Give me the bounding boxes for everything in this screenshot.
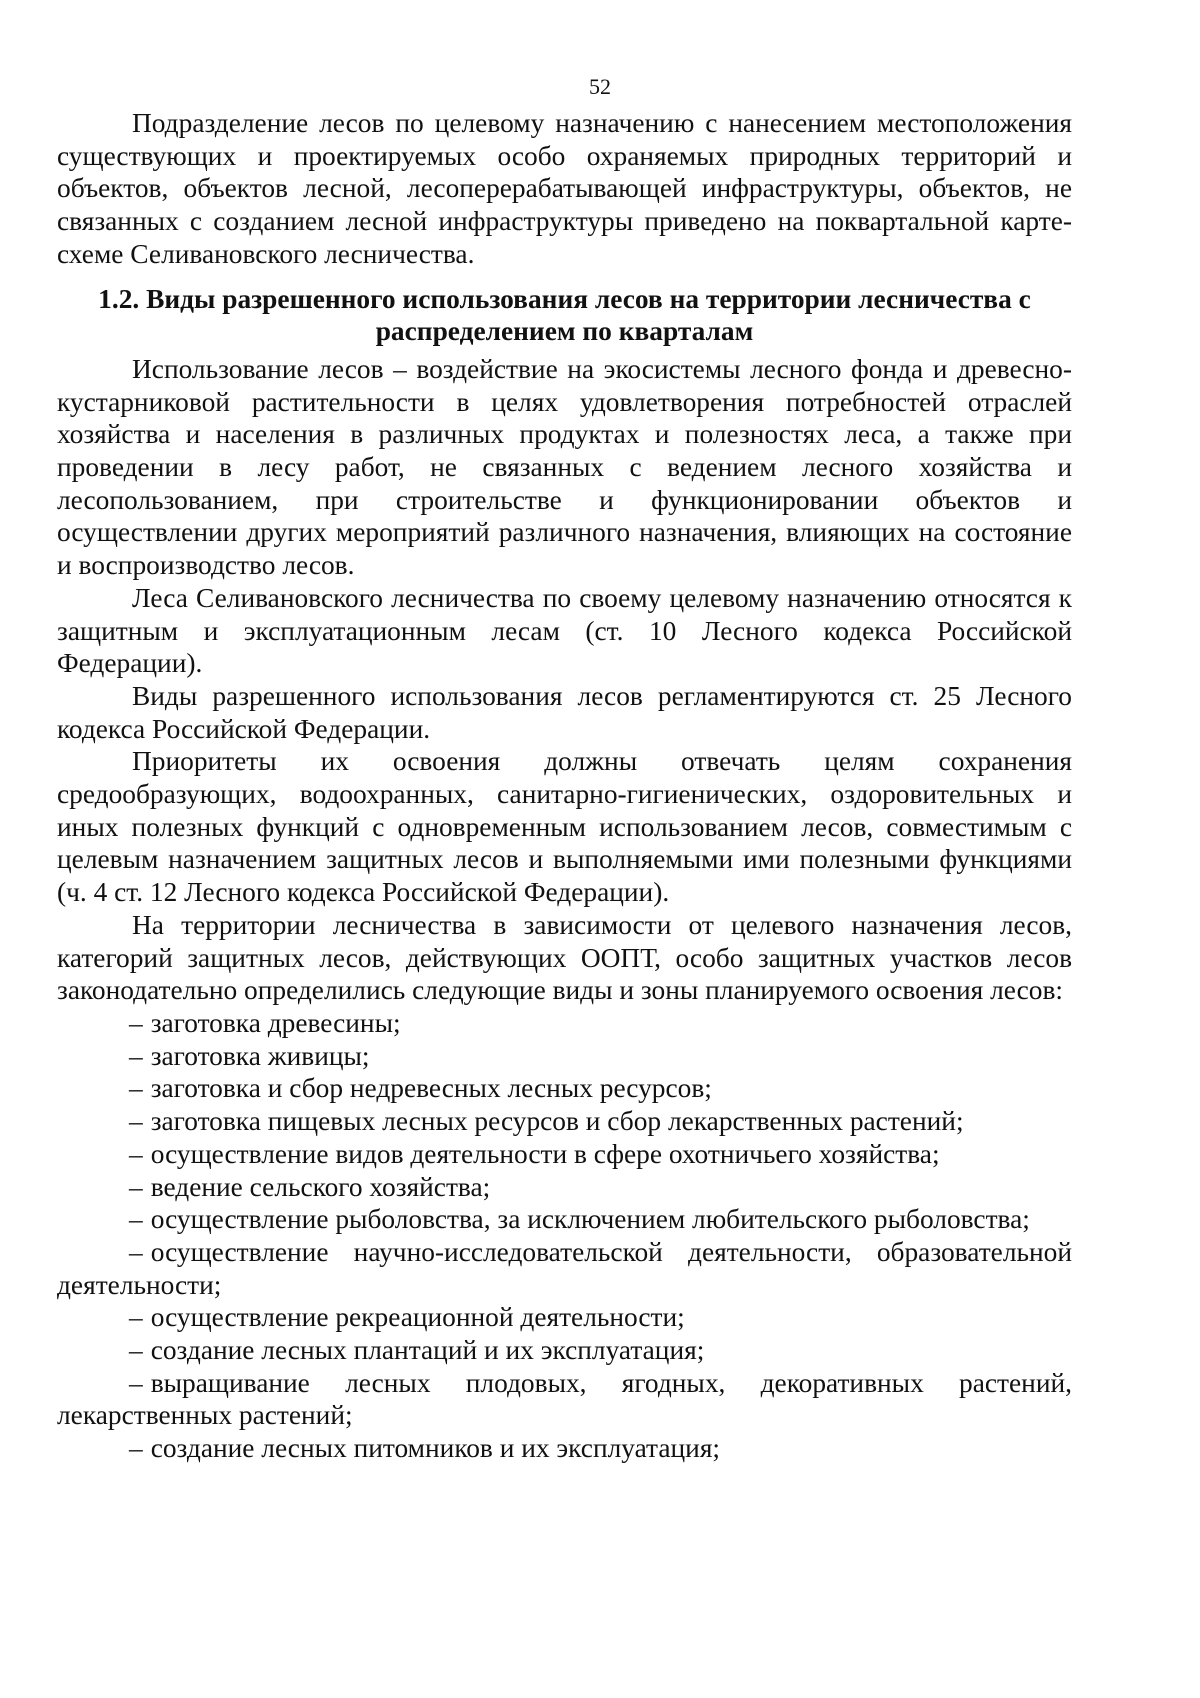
list-dash: – <box>129 1138 143 1169</box>
list-dash: – <box>129 1007 143 1038</box>
list-item <box>57 1367 1072 1432</box>
paragraph-regulation: Виды разрешенного использования лесов регламентируются ст. 25 Лесного кодекса Российской Федерации. <box>57 680 1072 744</box>
list-item <box>57 1203 1072 1236</box>
section-heading: 1.2. Виды разрешенного использования лесов на территории лесничества с распределением по кварталам <box>98 283 1031 347</box>
list-dash: – <box>129 1433 143 1464</box>
list-item-text: выращивание лесных плодовых, ягодных, декоративных растений, лекарственных растений; <box>57 1367 1072 1431</box>
list-item-text: заготовка живицы; <box>150 1040 370 1071</box>
list-item <box>57 1236 1072 1301</box>
list-dash: – <box>129 1335 143 1366</box>
paragraph-territory: На территории лесничества в зависимости от целевого назначения лесов, категорий защитных лесов, действующих ООПТ, особо защитных участков лесов законодательно определились следующие виды и зоны планируемого освоения лесов: <box>57 909 1072 1006</box>
page-number: 52 <box>589 74 611 99</box>
list-item <box>57 1105 1072 1138</box>
list-item <box>57 1171 1072 1204</box>
list-dash: – <box>129 1236 143 1267</box>
list-item-text: осуществление рекреационной деятельности; <box>150 1302 685 1333</box>
list-item <box>57 1007 1072 1040</box>
list-dash: – <box>129 1367 143 1398</box>
list-dash: – <box>129 1204 143 1235</box>
paragraph-definition: Использование лесов – воздействие на экосистемы лесного фонда и древесно-кустарниковой растительности в целях удовлетворения потребностей отраслей хозяйства и населения в различных продуктах и полезностях леса, а также при проведении в лесу работ, не связанных с ведением лесного хозяйства и лесопользованием, при строительстве и функционировании объектов и осуществлении других мероприятий различного назначения, влияющих на состояние и воспроизводство лесов. <box>57 353 1072 581</box>
list-item <box>57 1432 1072 1465</box>
usage-types-list <box>57 1007 1072 1465</box>
list-item-text: заготовка пищевых лесных ресурсов и сбор лекарственных растений; <box>150 1106 964 1137</box>
list-item-text: ведение сельского хозяйства; <box>150 1171 491 1202</box>
list-item <box>57 1040 1072 1073</box>
paragraph-forest-purpose: Леса Селивановского лесничества по своему целевому назначению относятся к защитным и эксплуатационным лесам (ст. 10 Лесного кодекса Российской Федерации). <box>57 582 1072 679</box>
list-dash: – <box>129 1040 143 1071</box>
list-item <box>57 1138 1072 1171</box>
list-item <box>57 1072 1072 1105</box>
paragraph-priorities: Приоритеты их освоения должны отвечать целям сохранения средообразующих, водоохранных, санитарно-гигиенических, оздоровительных и иных полезных функций с одновременным использованием лесов, совместимым с целевым назначением защитных лесов и выполняемыми ими полезными функциями (ч. 4 ст. 12 Лесного кодекса Российской Федерации). <box>57 746 1072 908</box>
list-item-text: создание лесных питомников и их эксплуатация; <box>150 1433 721 1464</box>
list-dash: – <box>129 1106 143 1137</box>
list-item-text: заготовка древесины; <box>150 1007 401 1038</box>
page-content <box>57 107 1072 1465</box>
list-dash: – <box>129 1073 143 1104</box>
list-item <box>57 1334 1072 1367</box>
list-item-text: осуществление научно-исследовательской деятельности, образовательной деятельности; <box>57 1236 1072 1300</box>
list-item-text: осуществление видов деятельности в сфере охотничьего хозяйства; <box>150 1138 940 1169</box>
list-dash: – <box>129 1171 143 1202</box>
intro-paragraph: Подразделение лесов по целевому назначению с нанесением местоположения существующих и проектируемых особо охраняемых природных территорий и объектов, объектов лесной, лесоперерабатывающей инфраструктуры, объектов, не связанных с созданием лесной инфраструктуры приведено на поквартальной карте-схеме Селивановского лесничества. <box>57 108 1072 269</box>
list-item-text: осуществление рыболовства, за исключением любительского рыболовства; <box>150 1204 1030 1235</box>
list-item-text: заготовка и сбор недревесных лесных ресурсов; <box>150 1073 712 1104</box>
list-item <box>57 1301 1072 1334</box>
list-item-text: создание лесных плантаций и их эксплуатация; <box>150 1335 705 1366</box>
list-dash: – <box>129 1302 143 1333</box>
